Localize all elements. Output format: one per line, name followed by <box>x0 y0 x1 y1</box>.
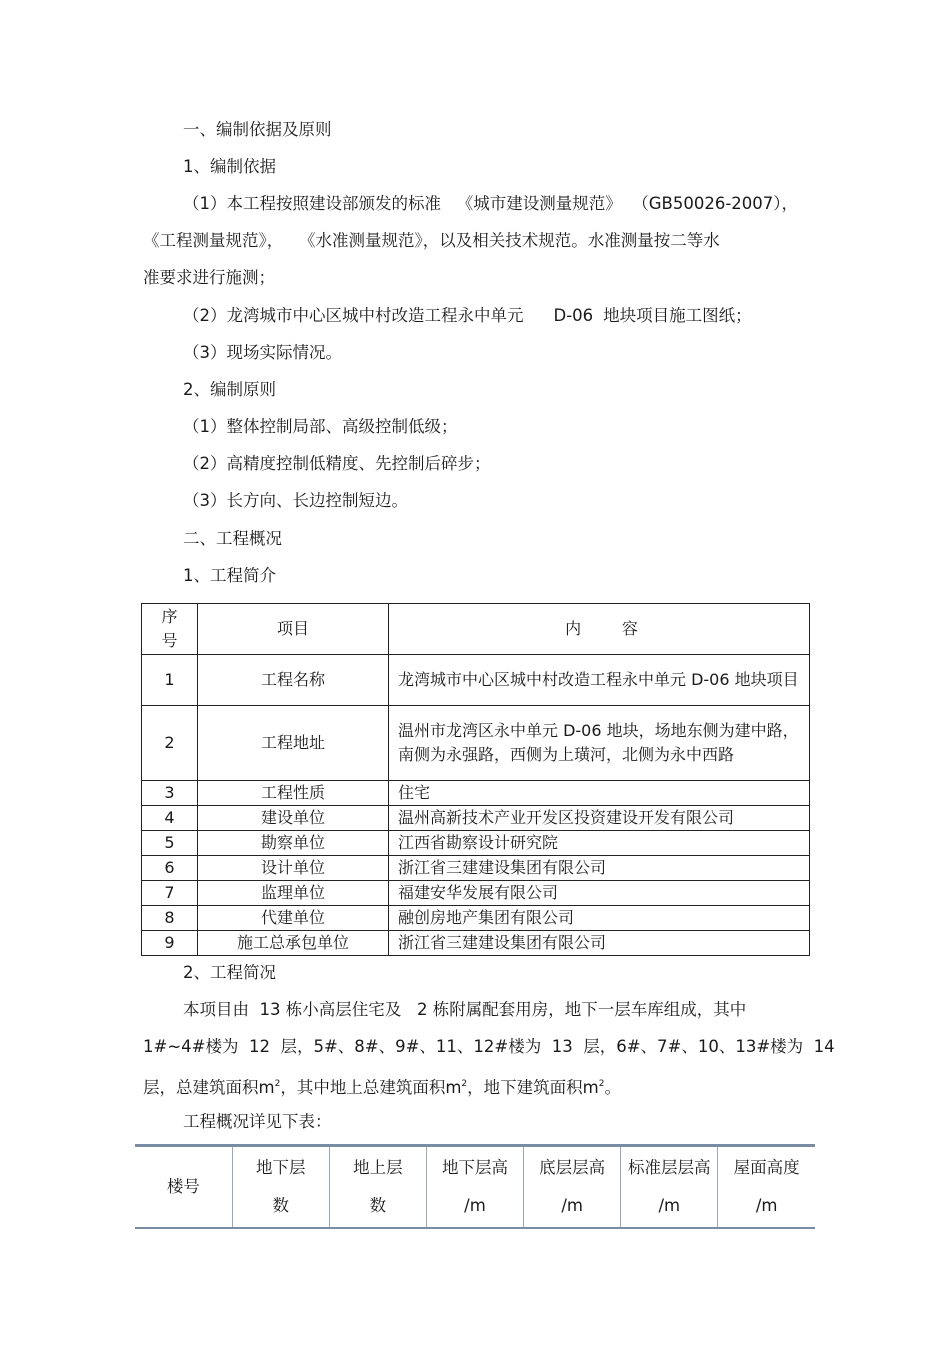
header-basement-floors: 地下层 数 <box>232 1147 329 1227</box>
header-ground-floor-height: 底层层高 /m <box>524 1147 621 1227</box>
header-building-no: 楼号 <box>166 1177 200 1196</box>
table-bottom-rule <box>135 1227 815 1229</box>
section-heading-1: 一、编制依据及原则 <box>183 120 332 139</box>
table-row: 7 监理单位 福建安华发展有限公司 <box>142 881 810 906</box>
table-row: 3 工程性质 住宅 <box>142 781 810 806</box>
subheading-intro: 1、工程简介 <box>183 566 276 585</box>
paragraph-basis-1-line3: 准要求进行施测； <box>143 268 275 287</box>
summary-line2: 1#~4#楼为 12 层，5#、8#、9#、11、12#楼为 13 层，6#、7#、10、13#楼为 14 <box>143 1037 835 1056</box>
header-item: 项目 <box>198 604 389 655</box>
basis-2-code: D-06 <box>553 306 594 325</box>
superscript-2: 2 <box>274 1079 281 1089</box>
principle-1: （1）整体控制局部、高级控制低级； <box>183 417 458 436</box>
building-table-wrap <box>135 1144 815 1229</box>
table-intro: 工程概况详见下表： <box>183 1112 332 1131</box>
building-table <box>135 1144 815 1229</box>
section-heading-2: 二、工程概况 <box>183 529 282 548</box>
principle-3: （3）长方向、长边控制短边。 <box>183 491 408 510</box>
superscript-2: 2 <box>598 1079 605 1089</box>
principle-2: （2）高精度控制低精度、先控制后碎步； <box>183 454 491 473</box>
table-row: 4 建设单位 温州高新技术产业开发区投资建设开发有限公司 <box>142 806 810 831</box>
header-standard-floor-height: 标准层层高 /m <box>621 1147 718 1227</box>
paragraph-basis-3: （3）现场实际情况。 <box>183 343 342 362</box>
subheading-basis: 1、编制依据 <box>183 157 276 176</box>
paragraph-basis-1-line2: 《工程测量规范》， 《水准测量规范》，以及相关技术规范。水准测量按二等水 <box>143 231 720 250</box>
building-table-header-row <box>135 1147 815 1227</box>
table-row: 6 设计单位 浙江省三建建设集团有限公司 <box>142 856 810 881</box>
table-header-row <box>142 604 810 655</box>
table-row: 2 工程地址 温州市龙湾区永中单元 D-06 地块，场地东侧为建中路，南侧为永强路，西侧为上璜河，北侧为永中西路 <box>142 706 810 781</box>
header-basement-height: 地下层高 /m <box>426 1147 523 1227</box>
table-row: 1 工程名称 龙湾城市中心区城中村改造工程永中单元 D-06 地块项目 <box>142 655 810 706</box>
header-content: 内 容 <box>389 604 810 655</box>
project-info-table <box>141 603 810 956</box>
summary-line3: 层，总建筑面积$m^2$，其中地上总建筑面积$m^2$，地下建筑面积$m^2$。 <box>143 1078 621 1097</box>
basis-2-text-a: （2）龙湾城市中心区城中村改造工程永中单元 <box>183 306 524 325</box>
table-row: 5 勘察单位 江西省勘察设计研究院 <box>142 831 810 856</box>
table-row: 9 施工总承包单位 浙江省三建建设集团有限公司 <box>142 931 810 956</box>
paragraph-basis-1-line1: （1）本工程按照建设部颁发的标准 《城市建设测量规范》 （GB50026-2007）， <box>183 194 799 213</box>
paragraph-basis-2 <box>183 305 752 327</box>
header-above-floors: 地上层 数 <box>329 1147 426 1227</box>
summary-line1: 本项目由 13 栋小高层住宅及 2 栋附属配套用房，地下一层车库组成，其中 <box>183 1000 747 1019</box>
header-roof-height: 屋面高度 /m <box>718 1147 815 1227</box>
superscript-2: 2 <box>461 1079 468 1089</box>
header-no: 序 号 <box>142 604 198 655</box>
subheading-summary: 2、工程简况 <box>183 963 276 982</box>
subheading-principles: 2、编制原则 <box>183 380 276 399</box>
basis-2-text-c: 地块项目施工图纸； <box>603 306 752 325</box>
table-row: 8 代建单位 融创房地产集团有限公司 <box>142 906 810 931</box>
